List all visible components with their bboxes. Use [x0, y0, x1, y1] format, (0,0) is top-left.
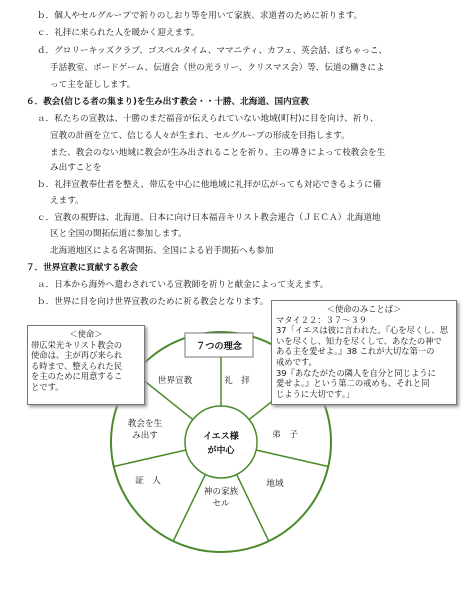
- text-line: 北海道地区による名寄開拓、全国による岩手開拓へも参加: [50, 246, 274, 256]
- principles-title: ７つの理念: [196, 341, 242, 352]
- mission-line: る時まで、整えられた民: [31, 360, 123, 371]
- text-line: えます。: [50, 196, 84, 206]
- text-line: み出すことを: [50, 163, 102, 173]
- commandment-line: いを尽くし、知力を尽くして、あなたの神で: [276, 335, 442, 346]
- segment-label: セル: [212, 499, 230, 509]
- mission-title: ＜使命＞: [69, 329, 103, 339]
- mission-line: とです。: [31, 381, 64, 392]
- segment-label: み出す: [132, 431, 158, 441]
- mission-line: 使命は、主が再び来られ: [31, 350, 123, 361]
- text-line: ａ．日本から海外へ遣わされている宣教師を祈りと献金によって支えます。: [37, 280, 329, 290]
- segment-label: 教会を生: [127, 419, 163, 429]
- commandment-line: マタイ２２：３７〜３９: [276, 314, 368, 325]
- commandment-line: じように大切です。」: [276, 388, 355, 399]
- text-line: ｄ．グロリーキッズクラブ、ゴスペルタイム、ママニティ、カフェ、英会話、ぽちゃっこ、: [37, 46, 388, 56]
- commandment-title: ＜使命のみことば＞: [326, 304, 402, 314]
- commandment-line: 39『あなたがたの隣人を自分と同じように: [276, 367, 436, 378]
- text-line: って主を証しします。: [50, 80, 136, 90]
- text-line: ｂ．世界に目を向け世界宣教のために祈る教会となります。: [37, 297, 269, 307]
- text-line: ｃ．礼拝に来られた人を暖かく迎えます。: [37, 28, 200, 38]
- segment-label: 地域: [266, 479, 284, 489]
- commandment-line: 愛せよ。』という第二の戒めも、それと同: [276, 378, 430, 389]
- mission-box: [27, 325, 145, 405]
- segment-label: 証 人: [135, 476, 161, 486]
- text-line: 区と全国の開拓伝道に参加します。: [50, 229, 187, 239]
- segment-label: 弟 子: [272, 430, 298, 440]
- mission-line: を主のために用意するこ: [31, 371, 123, 382]
- commandment-text: [276, 315, 452, 400]
- mission-text: [31, 340, 141, 393]
- text-line: 宣教の計画を立て、信じる人々が生まれ、セルグループの形成を目指します。: [50, 131, 350, 141]
- mission-line: 帯広栄光キリスト教会の: [31, 339, 123, 350]
- section-heading: ６．教会(信じる者の集まり)を生み出す教会・・十勝、北海道、国内宣教: [26, 97, 309, 107]
- inner-circle: [185, 406, 257, 478]
- text-line: 手話教室、ボードゲーム、伝道会（世の光ラリー、クリスマス会）等、伝道の働きによ: [50, 63, 385, 73]
- commandment-line: ある主を愛せよ。』38 これが大切な第一の: [276, 346, 435, 357]
- text-line: ｂ．礼拝宣教奉仕者を整え、帯広を中心に他地域に礼拝が広がっても対応できるように備: [37, 180, 382, 190]
- commandment-box: [271, 300, 457, 405]
- commandment-line: 戒めです。: [276, 356, 317, 367]
- segment-label: 神の家族: [203, 487, 239, 497]
- segment-label: 礼 拝: [224, 376, 250, 386]
- commandment-line: 37「イエスは彼に言われた。『心を尽くし、思: [276, 325, 449, 336]
- segment-label: 世界宣教: [157, 376, 193, 386]
- center-label: イエス様: [203, 432, 239, 442]
- text-line: また、教会のない地域に教会が生み出されることを祈り、主の導きによって枝教会を生: [50, 148, 386, 158]
- text-line: ｂ．個人やセルグループで祈りのしおり等を用いて家族、求道者のために祈ります。: [37, 11, 363, 21]
- text-line: ｃ．宣教の視野は、北海道、日本に向け日本福音キリスト教会連合（ＪＥＣＡ）北海道地: [37, 213, 381, 223]
- section-heading: ７．世界宣教に貢献する教会: [26, 263, 138, 273]
- center-label: が中心: [207, 446, 235, 456]
- text-line: ａ．私たちの宣教は、十勝のまだ福音が伝えられていない地域(町村)に目を向け、祈り、: [37, 114, 379, 124]
